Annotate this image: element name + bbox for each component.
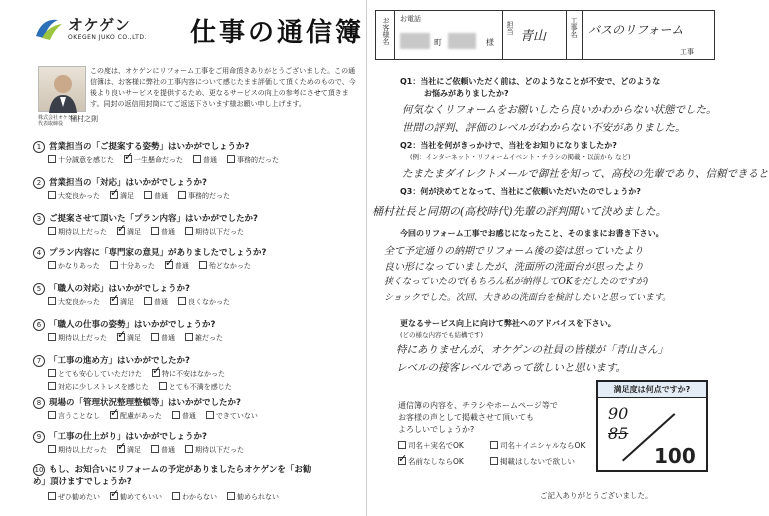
publish-option[interactable]	[398, 456, 464, 467]
q1-text: Q1：当社にご依頼いただく前は、どのようなことが不安で、どのような	[400, 77, 661, 86]
checkbox[interactable]	[178, 191, 186, 199]
option-label: 満足	[127, 446, 141, 454]
impression-line-1: 全て予定通りの納期でリフォーム後の姿は思っていたより	[384, 246, 644, 257]
checkbox[interactable]	[185, 333, 193, 341]
checkbox[interactable]	[48, 155, 56, 163]
option[interactable]	[185, 333, 223, 343]
president-caption-company: 株式会社オケゲン	[38, 115, 78, 121]
checkbox[interactable]	[227, 155, 235, 163]
option-label: かなりあった	[58, 262, 100, 270]
checkbox[interactable]	[48, 411, 56, 419]
sama-label: 様	[486, 38, 494, 47]
option[interactable]	[144, 297, 168, 307]
q3-text: Q3：何が決めてとなって、当社にご依頼いただいたのでしょうか?	[400, 187, 641, 196]
option-label: 事務的だった	[188, 192, 230, 200]
question-10	[33, 464, 323, 488]
option[interactable]	[172, 492, 217, 502]
checkbox[interactable]	[144, 297, 152, 305]
tanto-name: 青山	[520, 29, 547, 44]
option-label: 普通	[174, 262, 189, 270]
options-row	[48, 155, 289, 165]
advice-line-1: 特にありませんが、オケゲンの社員の皆様が「青山さん」	[396, 344, 669, 356]
option[interactable]	[227, 155, 279, 165]
checkbox[interactable]	[48, 261, 56, 269]
option-label: 特に不安はなかった	[162, 370, 225, 378]
option[interactable]	[48, 297, 100, 307]
satisfaction-max: 100	[654, 444, 696, 468]
option-label: わからない	[182, 493, 217, 501]
option[interactable]	[110, 297, 134, 307]
option[interactable]	[117, 333, 141, 343]
redacted-name-2	[448, 33, 476, 49]
checkbox[interactable]	[110, 411, 118, 419]
checkbox[interactable]	[172, 411, 180, 419]
option[interactable]	[110, 191, 134, 201]
option-label: 期待以上だった	[58, 334, 107, 342]
options-row	[48, 369, 235, 379]
advice-sub: (どの様な内容でも結構です)	[400, 331, 484, 339]
option[interactable]	[48, 261, 100, 271]
question-4	[33, 246, 266, 259]
checkbox[interactable]	[172, 492, 180, 500]
question-number: 8	[33, 397, 45, 409]
question-text: 営業担当の「対応」はいかがでしょうか?	[49, 178, 207, 188]
thanks-text: ご記入ありがとうございました。	[540, 491, 653, 500]
question-8	[33, 396, 241, 409]
option[interactable]	[159, 382, 232, 392]
option[interactable]	[151, 333, 175, 343]
option-label: 勧めてもいい	[120, 493, 162, 501]
customer-label: お客様名	[382, 17, 390, 45]
option-label: 満足	[127, 334, 141, 342]
option[interactable]	[227, 492, 279, 502]
question-7	[33, 354, 190, 367]
question-text: ご提案させて頂いた「プラン内容」はいかがでしたか?	[49, 214, 258, 224]
option[interactable]	[48, 445, 107, 455]
options-row	[48, 191, 240, 201]
page-divider	[366, 0, 367, 516]
checkbox[interactable]	[178, 297, 186, 305]
customer-header-box	[375, 10, 715, 60]
option[interactable]	[48, 333, 107, 343]
option[interactable]	[193, 155, 217, 165]
option-label: 殆どなかった	[208, 262, 251, 270]
tanto-label: 担当	[506, 21, 514, 35]
options-row	[48, 297, 240, 307]
option-label: 満足	[120, 298, 134, 306]
options-row	[48, 333, 233, 343]
publish-option[interactable]	[398, 440, 464, 451]
question-3	[33, 212, 258, 225]
checkbox[interactable]	[48, 369, 56, 377]
option-label: 事務的だった	[237, 156, 279, 164]
work-name: バスのリフォーム	[588, 23, 684, 37]
checkbox[interactable]	[227, 492, 235, 500]
option-label: 普通	[181, 412, 196, 420]
question-number: 7	[33, 355, 45, 367]
option[interactable]	[185, 445, 244, 455]
checkbox[interactable]	[151, 333, 159, 341]
option[interactable]	[151, 445, 175, 455]
q1-answer-1: 何気なくリフォームをお願いしたら良いかわからない状態でした。	[402, 104, 717, 116]
q2-answer: たまたまダイレクトメールで御社を知って、高校の先輩であり、信頼できると	[402, 168, 769, 180]
option-label: 十分あった	[119, 262, 155, 270]
town-label: 町	[434, 38, 442, 47]
satisfaction-crossed-score: 85	[608, 424, 629, 443]
option[interactable]	[144, 191, 168, 201]
option-label: 勧められない	[237, 493, 279, 501]
publish-option-label: 掲載はしないで欲しい	[500, 457, 575, 466]
publish-option[interactable]	[490, 456, 575, 467]
question-text: もし、お知合いにリフォームの予定がありましたらオケゲンを「お勧め」頂けますでしょうか?	[33, 465, 312, 487]
option-label: 満足	[127, 228, 141, 236]
president-name: 桶村之則	[70, 115, 98, 123]
option[interactable]	[152, 369, 225, 379]
publish-option[interactable]	[490, 440, 585, 451]
phone-label: お電話	[400, 15, 421, 23]
option-label: 期待以下だった	[195, 446, 244, 454]
impression-line-3: 狭くなっていたので(もちろん私が納得してOKをだしたのですが)	[384, 277, 649, 287]
question-2	[33, 176, 207, 189]
question-text: 「工事の進め方」はいかがでしたか?	[49, 356, 190, 366]
option-label: 期待以上だった	[58, 228, 107, 236]
checkbox[interactable]	[165, 261, 173, 269]
option[interactable]	[206, 411, 258, 421]
checkbox[interactable]	[110, 297, 118, 305]
question-text: 「職人の仕事の姿勢」はいかがでしょうか?	[49, 320, 216, 330]
redacted-name-1	[400, 33, 430, 49]
president-photo	[38, 66, 86, 112]
checkbox[interactable]	[398, 457, 406, 465]
option-label: 期待以下だった	[195, 228, 244, 236]
option[interactable]	[178, 191, 230, 201]
option-label: 対応に少しストレスを感じた	[58, 383, 149, 391]
option-label: とても不満を感じた	[168, 383, 232, 391]
option-label: 大変良かった	[58, 298, 100, 306]
question-text: プラン内容に「専門家の意見」がありましたでしょうか?	[49, 248, 267, 258]
checkbox[interactable]	[110, 492, 118, 500]
option-label: ぜひ勧めたい	[58, 493, 100, 501]
satisfaction-box	[596, 380, 708, 472]
impression-line-2: 良い形になっていましたが、洗面所の洗面台が思ったより	[384, 262, 644, 273]
checkbox[interactable]	[185, 227, 193, 235]
checkbox[interactable]	[117, 445, 125, 453]
options-row	[48, 382, 242, 392]
checkbox[interactable]	[199, 261, 207, 269]
work-label: 工事名	[570, 17, 578, 38]
checkbox[interactable]	[398, 441, 406, 449]
checkbox[interactable]	[151, 227, 159, 235]
option[interactable]	[110, 492, 162, 502]
work-suffix: 工事	[680, 48, 694, 56]
option[interactable]	[48, 369, 142, 379]
option-label: 普通	[161, 446, 175, 454]
option-label: 普通	[154, 192, 168, 200]
checkbox[interactable]	[152, 369, 160, 377]
question-number: 3	[33, 213, 45, 225]
publish-option-label: 司名＋実名でOK	[408, 441, 464, 450]
checkbox[interactable]	[48, 297, 56, 305]
checkbox[interactable]	[48, 492, 56, 500]
question-number: 9	[33, 431, 45, 443]
checkbox[interactable]	[490, 441, 498, 449]
checkbox[interactable]	[48, 445, 56, 453]
question-number: 1	[33, 141, 45, 153]
option-label: 普通	[203, 156, 217, 164]
checkbox[interactable]	[110, 261, 118, 269]
options-row	[48, 227, 254, 237]
satisfaction-score: 90	[608, 404, 629, 423]
option-label: 雑だった	[195, 334, 223, 342]
checkbox[interactable]	[48, 227, 56, 235]
publish-option-label: 司名＋イニシャルならOK	[500, 441, 586, 450]
checkbox[interactable]	[48, 333, 56, 341]
checkbox[interactable]	[110, 191, 118, 199]
checkbox[interactable]	[151, 445, 159, 453]
option[interactable]	[48, 382, 149, 392]
option[interactable]	[124, 155, 183, 165]
question-number: 2	[33, 177, 45, 189]
checkbox[interactable]	[48, 382, 56, 390]
checkbox[interactable]	[159, 382, 167, 390]
satisfaction-title: 満足度は何点ですか?	[598, 382, 706, 398]
question-text: 「工事の仕上がり」はいかがでしょうか?	[49, 432, 207, 442]
impression-line-4: ショックでした。次回、大きめの洗面台を検討したいと思っています。	[384, 293, 672, 303]
option[interactable]	[48, 411, 100, 421]
option[interactable]	[199, 261, 251, 271]
option-label: 配慮があった	[120, 412, 162, 420]
q2-text: Q2：当社を何がきっかけで、当社をお知りになりましたか?	[400, 141, 617, 150]
advice-title: 更なるサービス向上に向けて弊社へのアドバイスを下さい。	[400, 319, 616, 328]
checkbox[interactable]	[144, 191, 152, 199]
brand-name: オケゲン	[68, 16, 131, 34]
option-label: 言うことなし	[58, 412, 100, 420]
option-label: 満足	[120, 192, 134, 200]
question-number: 6	[33, 319, 45, 331]
options-row	[48, 492, 289, 502]
option-label: 大変良かった	[58, 192, 100, 200]
option-label: 一生懸命だった	[134, 156, 183, 164]
okegen-logo-icon	[34, 16, 64, 42]
option-label: 十分誠意を感じた	[58, 156, 114, 164]
question-text: 営業担当の「ご提案する姿勢」はいかがでしょうか?	[49, 142, 250, 152]
q1-text-2: お悩みがありましたか?	[424, 89, 509, 98]
option-label: とても安心していただけた	[58, 370, 142, 378]
publish-question-1: 通信簿の内容を、チラシやホームページ等で	[398, 401, 558, 410]
option-label: 普通	[161, 334, 175, 342]
option[interactable]	[110, 411, 162, 421]
checkbox[interactable]	[193, 155, 201, 163]
option[interactable]	[117, 227, 141, 237]
impression-title: 今回のリフォーム工事でお感じになったこと、そのままにお書き下さい。	[400, 229, 664, 238]
options-row	[48, 411, 268, 421]
checkbox[interactable]	[117, 333, 125, 341]
q3-answer: 桶村社長と同期の(高校時代)先輩の評判聞いて決めました。	[372, 205, 667, 218]
option[interactable]	[165, 261, 189, 271]
option[interactable]	[48, 191, 100, 201]
question-number: 4	[33, 247, 45, 259]
option-label: 良くなかった	[188, 298, 230, 306]
options-row	[48, 445, 254, 455]
intro-text: この度は、オケゲンにリフォーム工事をご用命頂きありがとうございました。この通信簿は、お客様に弊社の工事内容について感じたまま評価して頂くためのもので、今後より良いサービスを提供するため、更なるサービスの向上の参考にさせて頂きます。同封の返信用封筒にてご返送下さいます様お願い申し上げます。	[90, 67, 356, 108]
advice-line-2: レベルの接客レベルであって欲しいと思います。	[396, 362, 627, 374]
checkbox[interactable]	[185, 445, 193, 453]
page-title: 仕事の通信簿	[190, 18, 365, 48]
option[interactable]	[48, 492, 100, 502]
question-text: 「職人の対応」はいかがでしょうか?	[49, 284, 190, 294]
options-row	[48, 261, 261, 271]
option[interactable]	[110, 261, 155, 271]
option-label: できていない	[215, 412, 258, 420]
person-icon	[39, 67, 87, 113]
question-1	[33, 140, 249, 153]
president-caption-role: 代表取締役	[38, 121, 64, 127]
option[interactable]	[48, 227, 107, 237]
question-text: 現場の「管理状況整理整頓等」はいかがでしたか?	[49, 398, 241, 408]
question-number: 10	[34, 466, 44, 474]
option[interactable]	[172, 411, 196, 421]
option[interactable]	[185, 227, 244, 237]
publish-question-2: お客様の声として掲載させて頂いても	[398, 413, 534, 422]
question-number: 5	[33, 283, 45, 295]
option-label: 普通	[161, 228, 175, 236]
option[interactable]	[117, 445, 141, 455]
company-logo	[34, 12, 174, 52]
checkbox[interactable]	[48, 191, 56, 199]
checkbox[interactable]	[490, 457, 498, 465]
option[interactable]	[178, 297, 230, 307]
q1-answer-2: 世間の評判、評価のレベルがわからない不安がありました。	[402, 122, 686, 134]
option[interactable]	[151, 227, 175, 237]
q2-example: (例：インターネット・リフォームイベント・チラシの掲載・以前から など)	[410, 153, 631, 161]
option-label: 期待以上だった	[58, 446, 107, 454]
checkbox[interactable]	[124, 155, 132, 163]
publish-question-3: よろしいでしょうか?	[398, 425, 475, 434]
option-label: 普通	[154, 298, 168, 306]
checkbox[interactable]	[117, 227, 125, 235]
checkbox[interactable]	[206, 411, 214, 419]
publish-option-label: 名前なしならOK	[408, 457, 464, 466]
option[interactable]	[48, 155, 114, 165]
brand-sub: OKEGEN JUKO CO.,LTD.	[68, 34, 147, 41]
